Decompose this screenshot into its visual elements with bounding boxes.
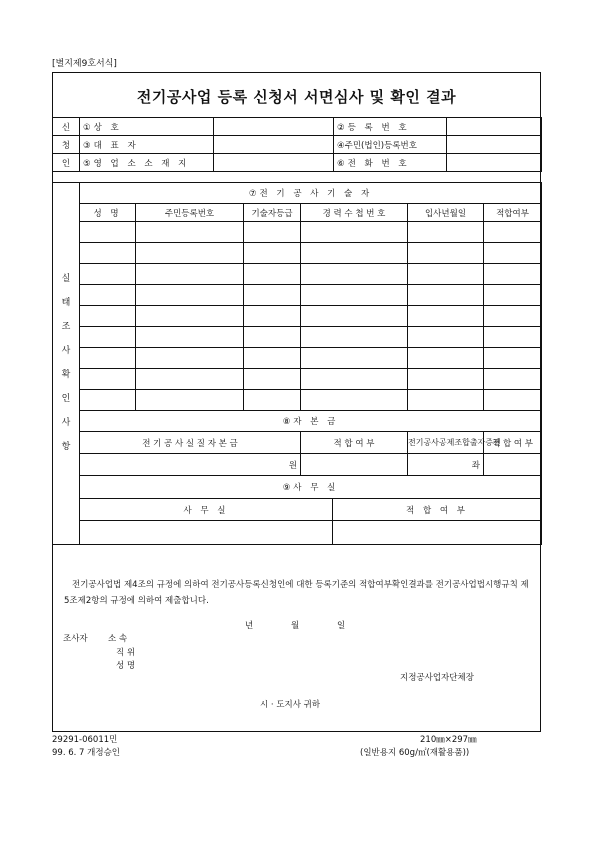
addressee: 시 · 도지사 귀하: [260, 700, 321, 710]
office-header: ⑨사 무 실: [80, 476, 542, 499]
capital-col-securities: 전기공사공제조합출자증권: [408, 432, 484, 454]
inspection-side-1: 실: [61, 274, 71, 284]
date-day: 일: [337, 621, 346, 631]
registration-number-field[interactable]: [447, 118, 542, 136]
footer-code: 29291-06011민: [52, 735, 118, 745]
office-field[interactable]: [80, 521, 333, 545]
representative-field[interactable]: [214, 136, 334, 154]
applicant-side-1: 신: [53, 118, 80, 136]
inspection-side-5: 확: [61, 370, 71, 380]
applicant-side-3: 인: [53, 154, 80, 172]
phone-label: ⑥전 화 번 호: [334, 154, 447, 172]
trade-name-field[interactable]: [214, 118, 334, 136]
inspection-side-7: 사: [61, 418, 71, 428]
capital-suit2-field[interactable]: [484, 454, 542, 476]
resident-number-field[interactable]: [447, 136, 542, 154]
registration-number-label: ②등 록 번 호: [334, 118, 447, 136]
inspection-side-6: 인: [61, 394, 71, 404]
tech-col-resident: 주민등록번호: [136, 204, 244, 222]
technician-header: ⑦전 기 공 사 기 술 자: [80, 183, 542, 204]
technician-row: [53, 390, 542, 411]
office-suit-col: 적 합 여 부: [333, 499, 542, 521]
office-address-label: ⑤영 업 소 소 재 지: [80, 154, 214, 172]
inspection-side-label: [53, 183, 80, 545]
capital-suit1-field[interactable]: [301, 454, 408, 476]
inspector-name: 성 명: [116, 661, 136, 671]
inspector-label: 조사자: [63, 634, 88, 644]
inspection-side-2: 태: [61, 298, 71, 308]
trade-name-label: ①상 호: [80, 118, 214, 136]
capital-col-suit2: 적 합 여 부: [484, 432, 542, 454]
resident-number-label: ④주민(법인)등록번호: [334, 136, 447, 154]
inspection-side-3: 조: [61, 322, 71, 332]
declaration-text: 전기공사업법 제4조의 규정에 의하여 전기공사등록신청인에 대한 등록기준의 적합여부확인결과를 전기공사업법시행규칙 제5조제2항의 규정에 의하여 제출합니다.: [64, 580, 529, 606]
form-title: 전기공사업 등록 신청서 서면심사 및 확인 결과: [136, 88, 457, 106]
capital-col-suit1: 적 합 여 부: [301, 432, 408, 454]
footer-size: 210㎜×297㎜: [420, 735, 477, 745]
technician-row: [53, 369, 542, 390]
technician-row: [53, 306, 542, 327]
applicant-side-2: 청: [53, 136, 80, 154]
date-month: 월: [291, 621, 300, 631]
phone-field[interactable]: [447, 154, 542, 172]
tech-col-hiredate: 입사년월일: [408, 204, 484, 222]
inspector-position: 직 위: [116, 648, 136, 658]
technician-row: [53, 327, 542, 348]
applicant-table: [52, 117, 542, 172]
inspection-side-4: 사: [61, 346, 71, 356]
technician-row: [53, 243, 542, 264]
inspection-side-8: 항: [61, 442, 71, 452]
capital-header: ⑧자 본 금: [80, 411, 542, 432]
capital-col-real: 전 기 공 사 실 질 자 본 금: [80, 432, 301, 454]
form-number-label: [별지제9호서식]: [52, 59, 117, 69]
representative-label: ③대 표 자: [80, 136, 214, 154]
tech-col-career: 경 력 수 첩 번 호: [301, 204, 408, 222]
tech-col-suitability: 적합여부: [484, 204, 542, 222]
date-year: 년: [245, 621, 254, 631]
inspector-affiliation: 소 속: [108, 634, 128, 644]
office-suit-field[interactable]: [333, 521, 542, 545]
technician-row: [53, 285, 542, 306]
signer-title: 지정공사업자단체장: [400, 673, 474, 683]
technician-row: [53, 222, 542, 243]
footer-paper: (일반용지 60g/㎡(재활용품)): [360, 748, 470, 758]
office-col: 사 무 실: [80, 499, 333, 521]
footer-approval: 99. 6. 7 개정승인: [52, 748, 120, 758]
capital-amount-field[interactable]: 원: [80, 454, 301, 476]
tech-col-grade: 기술자등급: [244, 204, 301, 222]
securities-field[interactable]: 좌: [408, 454, 484, 476]
technician-row: [53, 348, 542, 369]
office-address-field[interactable]: [214, 154, 334, 172]
inspection-table: [52, 182, 542, 545]
technician-row: [53, 264, 542, 285]
tech-col-name: 성 명: [80, 204, 136, 222]
